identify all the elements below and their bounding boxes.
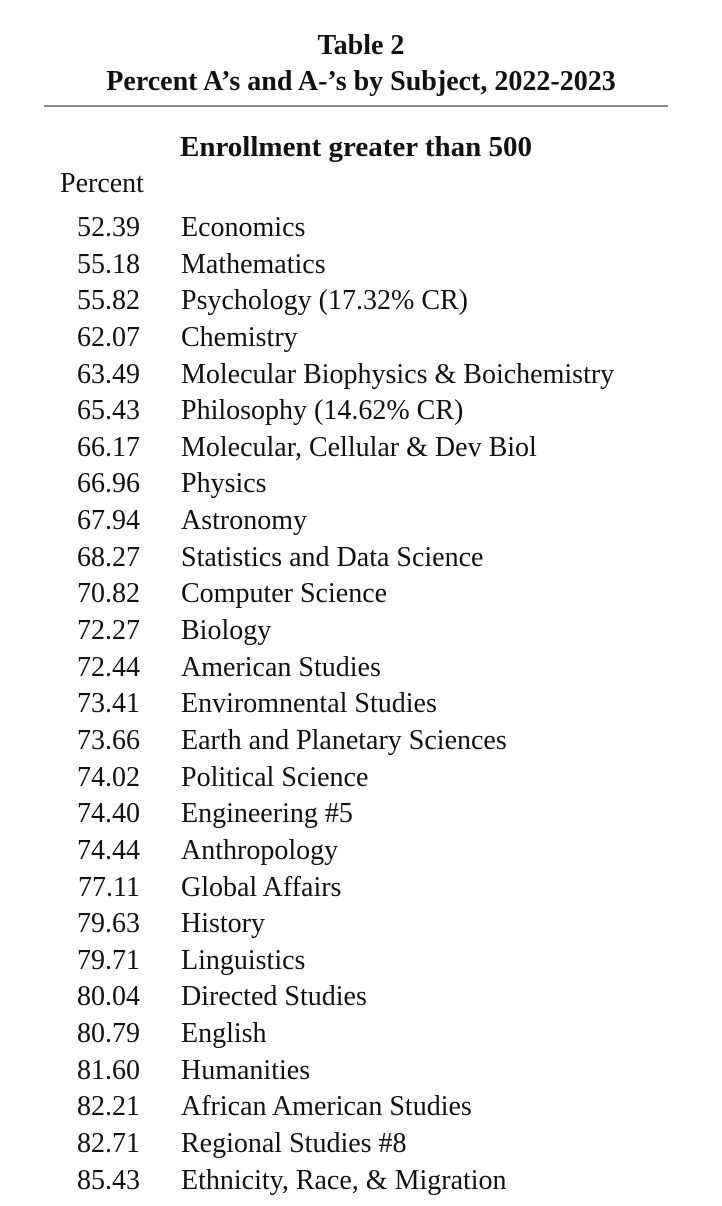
percent-cell: 66.96	[77, 468, 140, 500]
subject-cell: Linguistics	[181, 944, 306, 976]
percent-cell: 74.44	[77, 834, 140, 866]
percent-cell: 85.43	[77, 1164, 140, 1196]
percent-cell: 79.71	[77, 944, 140, 976]
title-divider	[44, 105, 668, 107]
subject-cell: Astronomy	[181, 505, 307, 537]
subject-cell: Humanities	[181, 1054, 311, 1086]
subject-cell: Global Affairs	[181, 871, 342, 903]
subject-cell: Philosophy (14.62% CR)	[181, 395, 464, 427]
table-number: Table 2	[317, 30, 405, 61]
table-row	[0, 871, 722, 908]
subject-cell: Mathematics	[181, 248, 326, 280]
percent-cell: 67.94	[77, 505, 140, 537]
subject-cell: Engineering #5	[181, 798, 353, 830]
table-row	[0, 724, 722, 761]
percent-cell: 68.27	[77, 541, 140, 573]
percent-cell: 73.41	[77, 688, 140, 720]
percent-cell: 65.43	[77, 395, 140, 427]
table-row	[0, 651, 722, 688]
table-row	[0, 1127, 722, 1164]
table-row	[0, 504, 722, 541]
table-row	[0, 467, 722, 504]
table-row	[0, 284, 722, 321]
percent-cell: 52.39	[77, 212, 140, 243]
table-row	[0, 1090, 722, 1127]
subject-cell: Chemistry	[181, 321, 298, 353]
table-row	[0, 211, 722, 248]
table-row	[0, 394, 722, 431]
table-row	[0, 687, 722, 724]
table-title	[0, 28, 722, 100]
subject-cell: Political Science	[181, 761, 369, 793]
table-row	[0, 1017, 722, 1054]
percent-cell: 72.44	[77, 651, 140, 683]
table-row	[0, 797, 722, 834]
subject-cell: Physics	[181, 468, 267, 500]
table-row	[0, 907, 722, 944]
table-row	[0, 431, 722, 468]
subject-cell: African American Studies	[181, 1091, 472, 1123]
subject-cell: English	[181, 1018, 267, 1050]
subject-cell: Psychology (17.32% CR)	[181, 285, 468, 317]
subject-cell: Statistics and Data Science	[181, 541, 484, 573]
subject-cell: Regional Studies #8	[181, 1128, 407, 1160]
percent-cell: 74.02	[77, 761, 140, 793]
subject-cell: Anthropology	[181, 834, 339, 866]
subject-cell: Computer Science	[181, 578, 388, 610]
table-row	[0, 248, 722, 285]
subject-cell: Economics	[181, 212, 306, 243]
subject-cell: Enviromnental Studies	[181, 688, 437, 720]
table-row	[0, 980, 722, 1017]
subject-cell: Molecular Biophysics & Boichemistry	[181, 358, 615, 390]
table-row	[0, 614, 722, 651]
percent-cell: 72.27	[77, 615, 140, 647]
table-caption: Percent A’s and A-’s by Subject, 2022-2023	[106, 66, 616, 97]
percent-cell: 63.49	[77, 358, 140, 390]
table-row	[0, 1164, 722, 1201]
subject-cell: Earth and Planetary Sciences	[181, 724, 507, 756]
subject-cell: Directed Studies	[181, 981, 367, 1013]
percent-cell: 79.63	[77, 908, 140, 940]
table-row	[0, 321, 722, 358]
table-body	[0, 211, 722, 1200]
subject-cell: Molecular, Cellular & Dev Biol	[181, 431, 537, 463]
percent-cell: 81.60	[77, 1054, 140, 1086]
percent-cell: 70.82	[77, 578, 140, 610]
subject-cell: History	[181, 908, 265, 940]
percent-cell: 62.07	[77, 321, 140, 353]
table-row	[0, 358, 722, 395]
table-row	[0, 944, 722, 981]
subject-cell: American Studies	[181, 651, 381, 683]
table-row	[0, 761, 722, 798]
table-row	[0, 1054, 722, 1091]
section-heading: Enrollment greater than 500	[179, 131, 532, 163]
subject-cell: Biology	[181, 615, 272, 647]
percent-cell: 80.79	[77, 1018, 140, 1050]
subject-cell: Ethnicity, Race, & Migration	[181, 1164, 507, 1196]
percent-cell: 82.71	[77, 1128, 140, 1160]
percent-cell: 77.11	[78, 871, 140, 903]
percent-cell: 82.21	[77, 1091, 140, 1123]
table-row	[0, 541, 722, 578]
percent-column-header: Percent	[60, 168, 144, 199]
table-row	[0, 834, 722, 871]
percent-cell: 55.18	[77, 248, 140, 280]
percent-cell: 66.17	[77, 431, 140, 463]
percent-cell: 74.40	[77, 798, 140, 830]
percent-cell: 80.04	[77, 981, 140, 1013]
percent-cell: 55.82	[77, 285, 140, 317]
percent-cell: 73.66	[77, 724, 140, 756]
table-row	[0, 577, 722, 614]
